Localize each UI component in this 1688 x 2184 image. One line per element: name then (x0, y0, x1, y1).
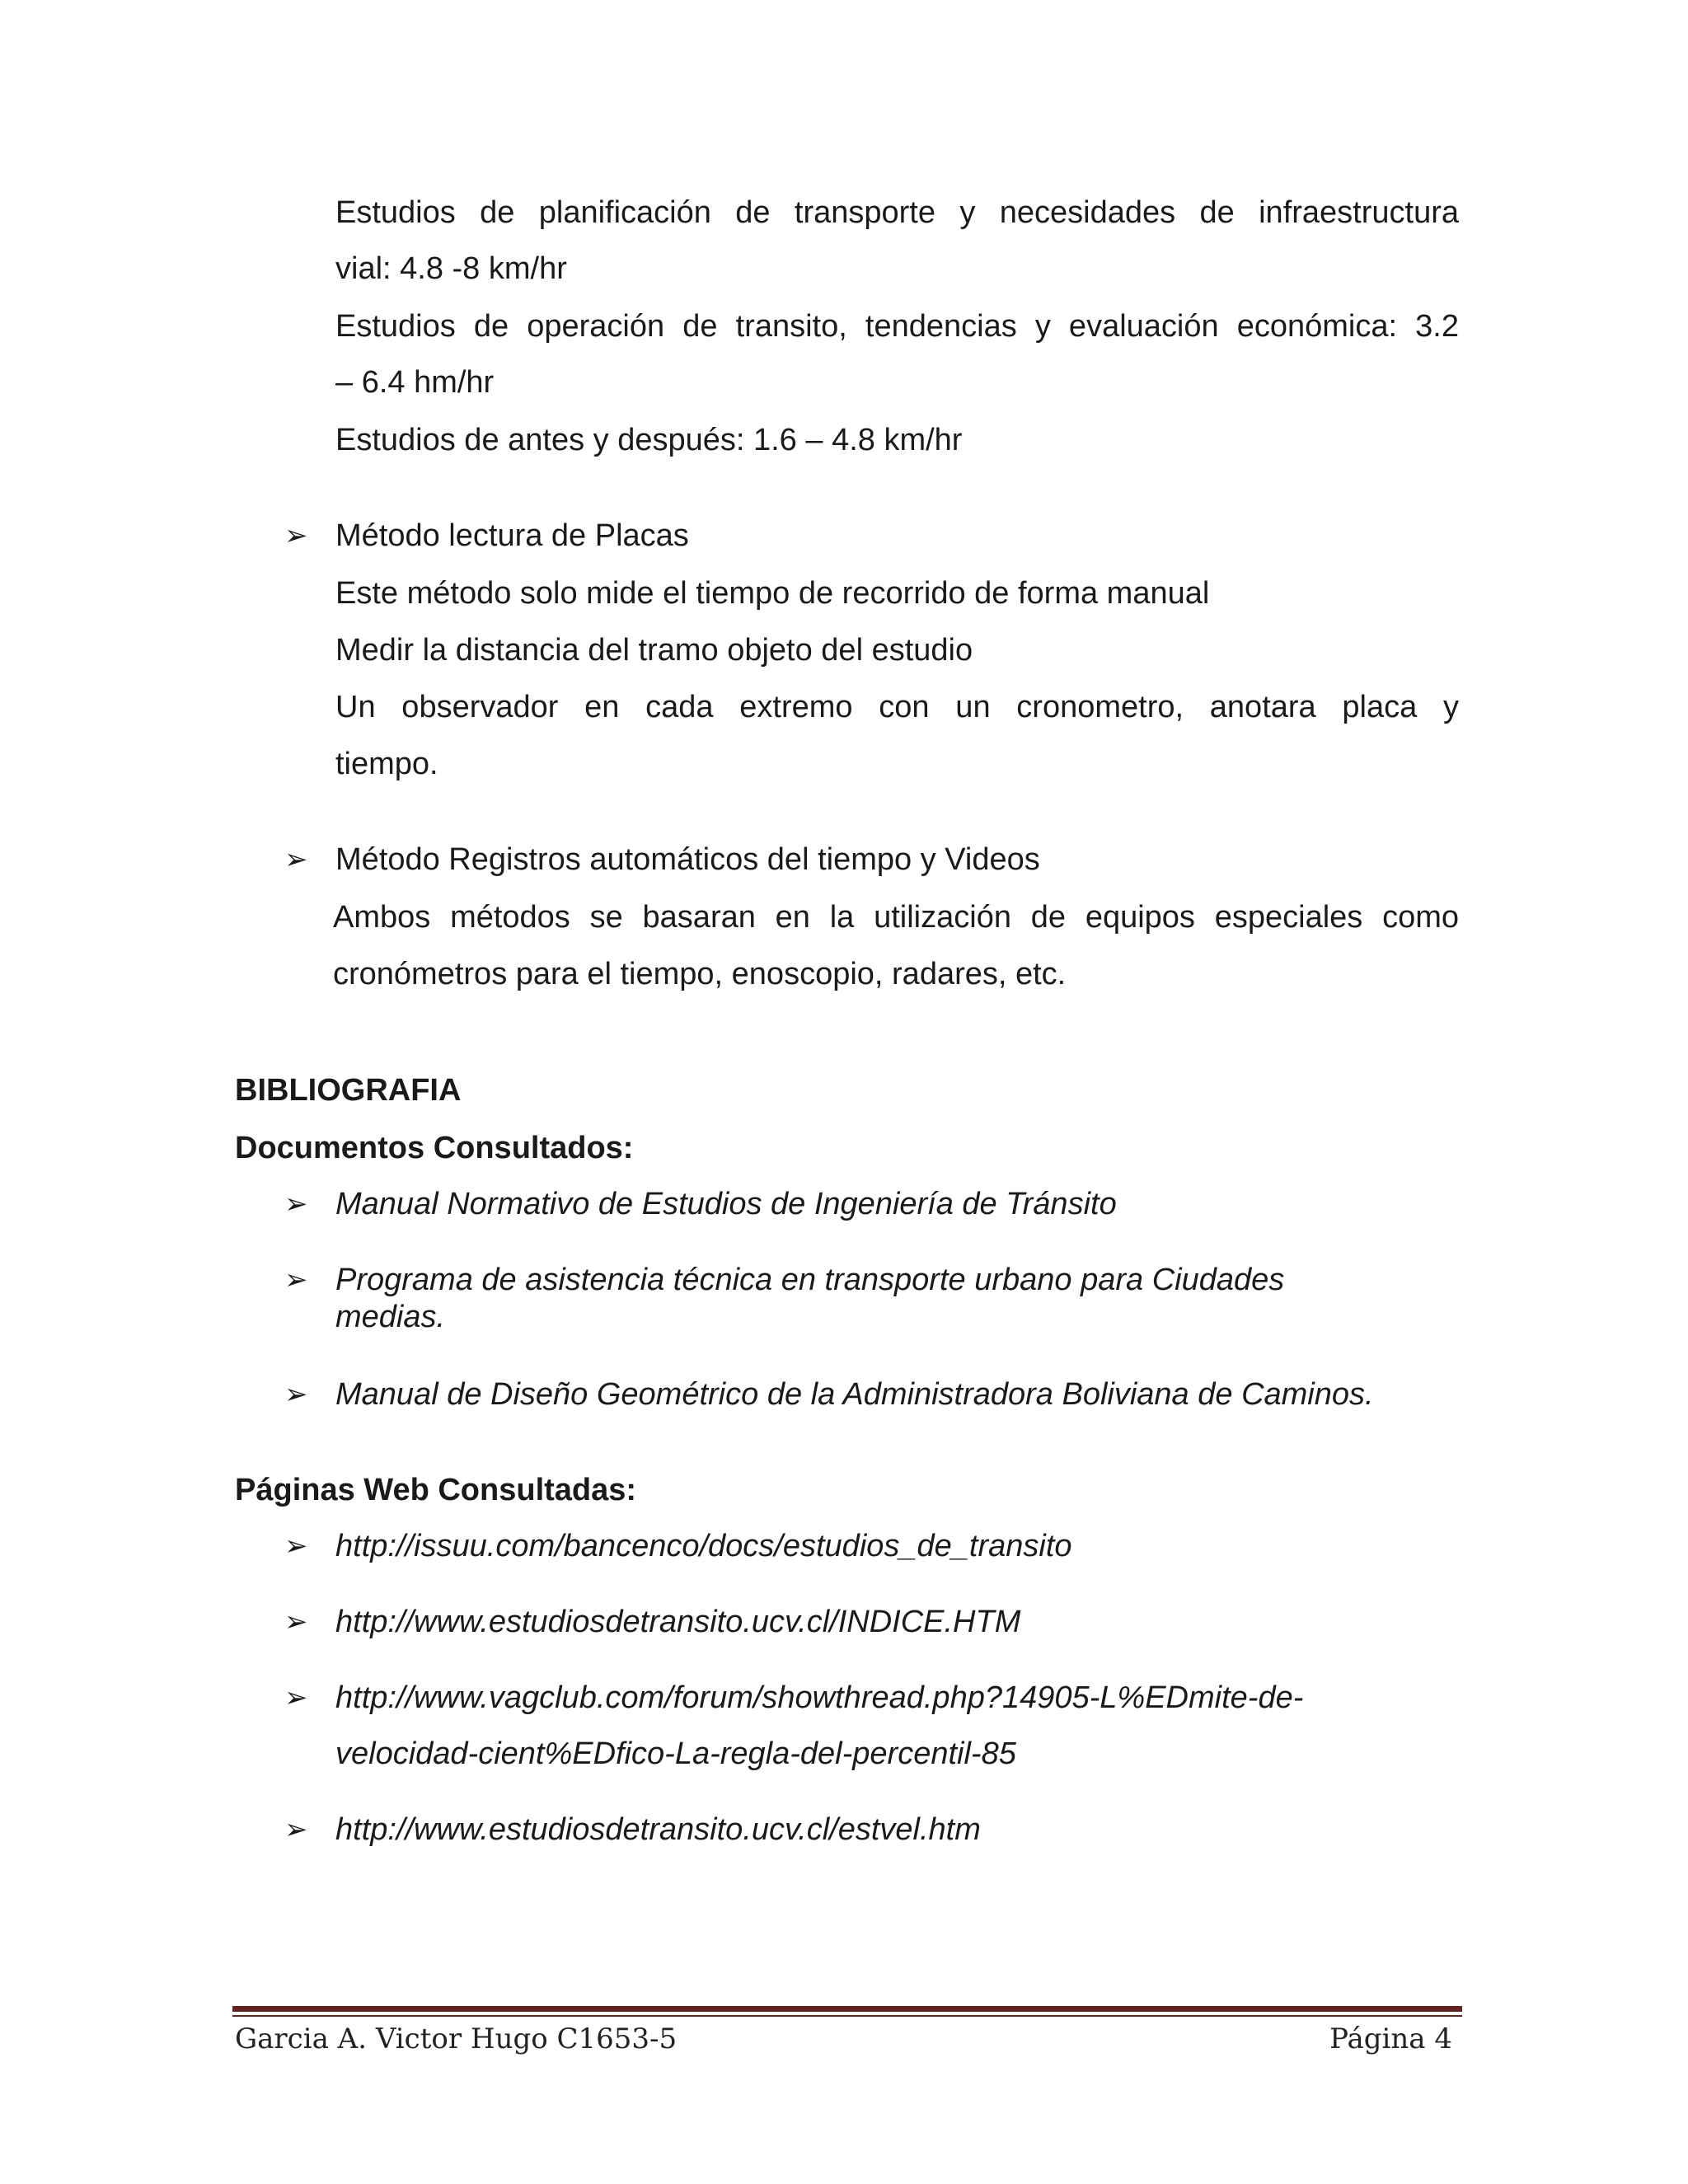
placas-title: Método lectura de Placas (335, 518, 689, 553)
web-link[interactable]: http://www.estudiosdetransito.ucv.cl/estvel.htm (335, 1812, 981, 1847)
footer-rule (232, 2006, 1462, 2012)
footer-rule-thin (232, 2015, 1462, 2017)
arrow-bullet-icon: ➢ (284, 520, 308, 551)
speed-line-operacion: Estudios de operación de transito, tendencias y evaluación económica: 3.2 (335, 309, 1459, 344)
arrow-bullet-icon: ➢ (284, 1264, 308, 1296)
arrow-bullet-icon: ➢ (284, 1682, 308, 1713)
speed-line-planificacion: Estudios de planificación de transporte y necesidades de infraestructura (335, 195, 1459, 230)
registros-title: Método Registros automáticos del tiempo y Videos (335, 842, 1040, 877)
documentos-heading: Documentos Consultados: (235, 1131, 634, 1165)
speed-line-planificacion-cont: vial: 4.8 -8 km/hr (335, 251, 567, 286)
arrow-bullet-icon: ➢ (284, 1379, 308, 1410)
web-link[interactable]: http://www.estudiosdetransito.ucv.cl/INDICE.HTM (335, 1605, 1021, 1639)
speed-line-antes-despues: Estudios de antes y después: 1.6 – 4.8 km/hr (335, 423, 963, 457)
web-link[interactable]: http://www.vagclub.com/forum/showthread.php?14905-L%EDmite-de- (335, 1680, 1304, 1715)
placas-paragraph-3-cont: tiempo. (335, 747, 438, 781)
web-link[interactable]: http://issuu.com/bancenco/docs/estudios_de_transito (335, 1529, 1072, 1563)
registros-paragraph-cont: cronómetros para el tiempo, enoscopio, radares, etc. (333, 957, 1067, 991)
placas-paragraph-3: Un observador en cada extremo con un cronometro, anotara placa y (335, 690, 1459, 724)
documento-item: Manual Normativo de Estudios de Ingeniería de Tránsito (335, 1187, 1117, 1221)
arrow-bullet-icon: ➢ (284, 1814, 308, 1845)
documento-item: Programa de asistencia técnica en transporte urbano para Ciudades (335, 1263, 1285, 1297)
arrow-bullet-icon: ➢ (284, 1530, 308, 1562)
arrow-bullet-icon: ➢ (284, 1188, 308, 1220)
footer-author: Garcia A. Victor Hugo C1653-5 (235, 2022, 678, 2055)
web-link-cont[interactable]: velocidad-cient%EDfico-La-regla-del-percentil-85 (335, 1736, 1016, 1771)
speed-line-operacion-cont: – 6.4 hm/hr (335, 365, 495, 400)
arrow-bullet-icon: ➢ (284, 844, 308, 875)
documento-item: Manual de Diseño Geométrico de la Administradora Boliviana de Caminos. (335, 1377, 1374, 1412)
registros-paragraph: Ambos métodos se basaran en la utilización de equipos especiales como (333, 900, 1459, 935)
placas-paragraph-2: Medir la distancia del tramo objeto del estudio (335, 633, 973, 668)
documento-item-cont: medias. (335, 1300, 446, 1334)
bibliografia-heading: BIBLIOGRAFIA (235, 1073, 462, 1108)
placas-paragraph-1: Este método solo mide el tiempo de recorrido de forma manual (335, 576, 1210, 611)
paginas-web-heading: Páginas Web Consultadas: (235, 1473, 637, 1507)
footer-page-number: Página 4 (1329, 2022, 1452, 2055)
arrow-bullet-icon: ➢ (284, 1606, 308, 1638)
